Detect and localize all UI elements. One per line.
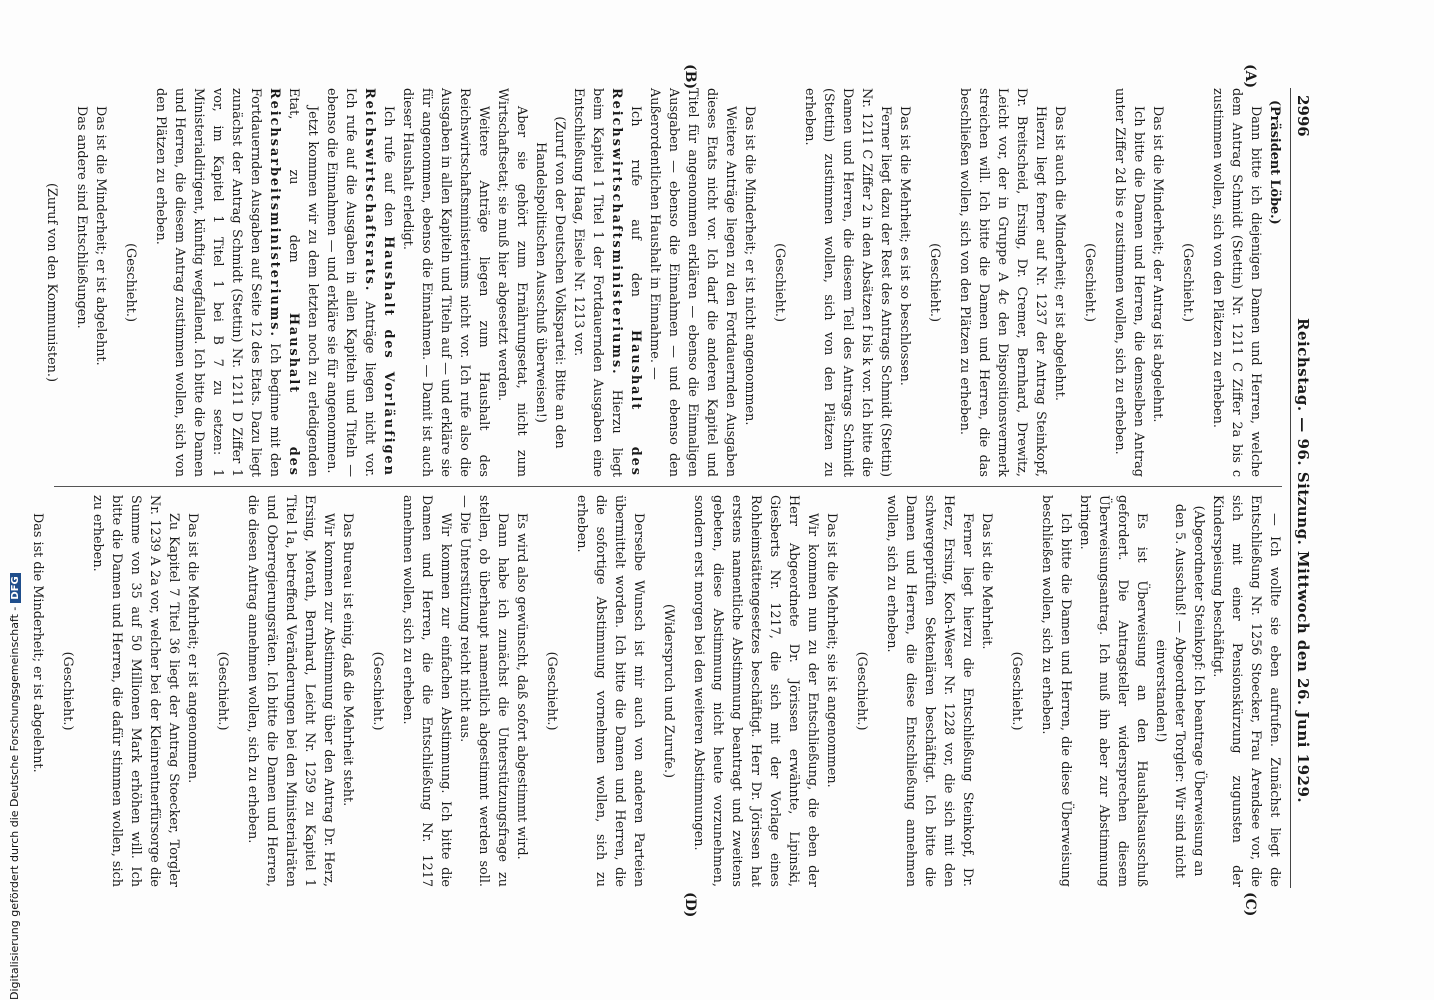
paragraph: Es wird also gewünscht, daß sofort abgestimmt wird. <box>514 513 529 860</box>
stage-direction: (Geschieht.) <box>60 651 75 731</box>
paragraph: Aber sie gehört zum Ernährungsetat, nicht zum Wirtschaftsetat; sie muß hier abgesetzt werden. <box>495 88 529 477</box>
paragraph: Dann bitte ich diejenigen Damen und Herren, welche dem Antrag Schmidt (Stettin) Nr. 1211 C Ziffer 2a bis c zustimmen wollen, sich von den Plätzen zu erheben. <box>1210 88 1263 477</box>
stage-direction: (Geschieht.) <box>1009 651 1024 731</box>
paragraph: Wir kommen nun zu der Entschließung, die eben der Herr Abgeordnete Dr. Jörissen erwähnte, Lipinski, Giesberts Nr. 1217, die sich mit der Vorlage eines Rohheimstättengesetzes beschäftigt. Herr Dr. Jörissen hat erstens namentliche Abstimmung beantragt und zweitens gebeten, diese Abstimmung nicht heute vorzunehmen, sondern erst morgen bei den weiteren Abstimmungen. <box>691 495 820 887</box>
stage-direction: (Geschieht.) <box>927 243 942 322</box>
paragraph: Das ist die Mehrheit; sie ist angenommen. <box>824 513 839 788</box>
stage-direction: (Geschieht.) <box>1180 243 1195 322</box>
paragraph: Das ist die Mehrheit. <box>979 513 994 650</box>
paragraph: Wir kommen zur Abstimmung über den Antrag Dr. Herz, Ersing, Morath, Bernhard, Leicht Nr. 1259 zu Kapitel 1 Titel 1a, betreffend Veränderungen bei den Ministerialräten und Oberregierungsräten. Ich bitte die Damen und Herren, die diesen Antrag annehmen wollen, sich zu erheben. <box>245 495 336 887</box>
stage-direction: (Geschieht.) <box>772 243 787 322</box>
paragraph: Weitere Anträge liegen zu den Fortdauernden Ausgaben dieses Etats nicht vor. Ich darf die anderen Kapitel und Titel für angenommen erklären — ebenso die Einmaligen Ausgaben — ebenso die Einnahmen — und ebenso den Außerordentlichen Haushalt in Einnahme. — <box>647 88 738 477</box>
footer-text: Digitalisierung gefördert durch die Deutsche Forschungsgemeinschaft - <box>8 606 21 1000</box>
margin-marker-a: (A) <box>1242 64 1258 89</box>
column-divider <box>54 486 1282 487</box>
paragraph: Jetzt kommen wir zu dem letzten noch zu erledigenden Etat, zu dem Haushalt des Reichsarbeitsministeriums. Ich beginne mit den Fortdauernden Ausgaben auf Seite 12 des Etats. Dazu liegt zunächst der Antrag Schmidt (Stettin) Nr. 1211 D Ziffer 1 vor, im Kapitel 1 Titel 1 bei B 7 zu setzen: 1 Ministerialdirigent, künftig wegfallend. Ich bitte die Damen und Herren, die diesem Antrag zustimmen wollen, sich von den Plätzen zu erheben. <box>153 88 320 477</box>
interjection: (Zuruf von den Kommunisten.) <box>44 183 59 382</box>
paragraph: Das ist die Minderheit; er ist abgelehnt. <box>30 513 45 773</box>
stage-direction: (Geschieht.) <box>123 243 138 322</box>
budget-heading: Haushalt des Vorläufigen Reichswirtschaftsrats. <box>362 88 396 477</box>
paragraph: Das andere sind Entschließungen. <box>74 106 89 329</box>
stage-direction: (Geschieht.) <box>544 651 559 731</box>
paragraph: Ferner liegt hierzu die Entschließung Steinkopf, Dr. Herz, Ersing, Koch-Weser Nr. 1228 vor, die sich mit den schwergeprüften Sektenlären beschäftigt. Ich bitte die Damen und Herren, die diese Entschließung annehmen wollen, sich zu erheben. <box>884 495 975 887</box>
paragraph: Ich rufe auf den Haushalt des Reichswirtschaftsministeriums. Hierzu liegt beim Kapitel 1 Titel 1 der Fortdauernden Ausgaben eine Entschließung Haag, Eisele Nr. 1213 vor. <box>571 88 643 477</box>
margin-marker-c: (C) <box>1242 892 1258 917</box>
paragraph: Ich bitte die Damen und Herren, die diese Überweisung beschließen wollen, sich zu erheben. <box>1039 495 1073 887</box>
right-column <box>28 495 1284 887</box>
paragraph: Das Bureau ist einig, daß die Mehrheit steht. <box>340 513 355 807</box>
paragraph: Das ist die Mehrheit; er ist angenommen. <box>185 513 200 784</box>
stage-direction: (Geschieht.) <box>1082 243 1097 322</box>
interjection: (Zuruf von der Deutschen Volkspartei: Bitte an den Handelspolitischen Ausschuß überweisen!) <box>533 116 567 449</box>
left-column <box>42 88 1284 477</box>
paragraph: Zu Kapitel 7 Titel 36 liegt der Antrag Stoecker, Torgler Nr. 1239 A 2a vor, welcher bei der Kleinrentnerfürsorge die Summe von 35 auf 50 Millionen Mark erhöhen will. Ich bitte die Damen und Herren, die dafür stimmen wollen, sich zu erheben. <box>90 495 181 887</box>
header-rule <box>1290 88 1291 888</box>
paragraph: Wir kommen zur einfachen Abstimmung. Ich bitte die Damen und Herren, die die Entschließung Nr. 1217 annehmen wollen, sich zu erheben. <box>400 495 453 887</box>
margin-marker-d: (D) <box>682 892 698 918</box>
paragraph: Das ist auch die Minderheit; er ist abgelehnt. <box>1052 106 1067 401</box>
paragraph: Ferner liegt dazu der Rest des Antrags Schmidt (Stettin) Nr. 1211 C Ziffer 2 in den Absätzen f bis k vor. Ich bitte die Damen und Herren, die diesem Teil des Antrags Schmidt (Stettin) zustimmen wollen, sich von den Plätzen zu erheben. <box>802 88 893 477</box>
stage-direction: (Geschieht.) <box>370 651 385 731</box>
budget-heading: Haushalt des Reichsarbeitsministeriums. <box>267 88 301 477</box>
paragraph: Das ist die Mehrheit; es ist so beschlossen. <box>897 106 912 386</box>
paragraph: Hierzu liegt ferner auf Nr. 1237 der Antrag Steinkopf, Dr. Breitscheid, Ersing, Dr. Cremer, Bernhard, Drewitz, Leicht vor, der in Gruppe A 4c den Dispositionsvermerk streichen will. Ich bitte die Damen und Herren, die das beschließen wollen, sich von den Plätzen zu erheben. <box>957 88 1048 477</box>
paragraph: Das ist die Minderheit; er ist nicht angenommen. <box>742 106 757 426</box>
paragraph: Derselbe Wunsch ist mir auch von anderen Parteien übermittelt worden. Ich bitte die Damen und Herren, die die sofortige Abstimmung vornehmen wollen, sich zu erheben. <box>574 495 646 887</box>
interjection: (Widerspruch und Zurufe.) <box>661 603 676 779</box>
digitization-footer <box>8 0 28 1000</box>
paragraph: Das ist die Minderheit; der Antrag ist abgelehnt. <box>1150 106 1165 423</box>
interjection: (Abgeordneter Steinkopf: Ich beantrage Überweisung an den 5. Ausschuß! — Abgeordneter Torgler: Wir sind nicht einverstanden!) <box>1153 503 1206 879</box>
paragraph: Das ist die Minderheit; er ist abgelehnt. <box>93 106 108 366</box>
paragraph: Ich bitte die Damen und Herren, die demselben Antrag unter Ziffer 2d bis e zustimmen wollen, sich zu erheben. <box>1112 88 1146 477</box>
speaker-label: (Präsident Löbe.) <box>1267 100 1282 225</box>
paragraph: Es ist Überweisung an den Haushaltsausschuß gefordert. Die Antragsteller widersprechen diesem Überweisungsantrag. Ich muß ihn aber zur Abstimmung bringen. <box>1077 495 1149 887</box>
dfg-logo: DFG <box>10 573 21 602</box>
budget-heading: Haushalt des Reichswirtschaftsministeriums. <box>609 88 643 477</box>
paragraph: Ich rufe auf den Haushalt des Vorläufigen Reichswirtschaftsrats. Anträge liegen nicht vor. Ich rufe auf die Ausgaben in allen Kapiteln und Titeln — ebenso die Einnahmen — und erkläre sie für angenommen. <box>324 88 396 477</box>
margin-marker-b: (B) <box>682 64 698 90</box>
paragraph: Weitere Anträge liegen zum Haushalt des Reichswirtschaftsministeriums nicht vor. Ich rufe also die Ausgaben in allen Kapiteln und Titeln auf — und erkläre sie für angenommen, ebenso die Einnahmen. — Damit ist auch dieser Haushalt erledigt. <box>400 88 491 477</box>
running-header: Reichstag. — 96. Sitzung. Mittwoch den 26. Juni 1929. <box>1294 318 1312 804</box>
paragraph: Dann habe ich zunächst die Unterstützungsfrage zu stellen, ob überhaupt namentlich abgestimmt werden soll. — Die Unterstützung reicht nicht aus. <box>457 495 510 887</box>
stage-direction: (Geschieht.) <box>854 651 869 731</box>
stage-direction: (Geschieht.) <box>215 651 230 731</box>
paragraph: — Ich wollte sie eben aufrufen. Zunächst liegt die Entschließung Nr. 1256 Stoecker, Frau Arendsee vor, die sich mit einer Pensionskürzung zugunsten der Kinderspeisung beschäftigt. <box>1210 495 1282 887</box>
page-number: 2996 <box>1294 95 1312 137</box>
